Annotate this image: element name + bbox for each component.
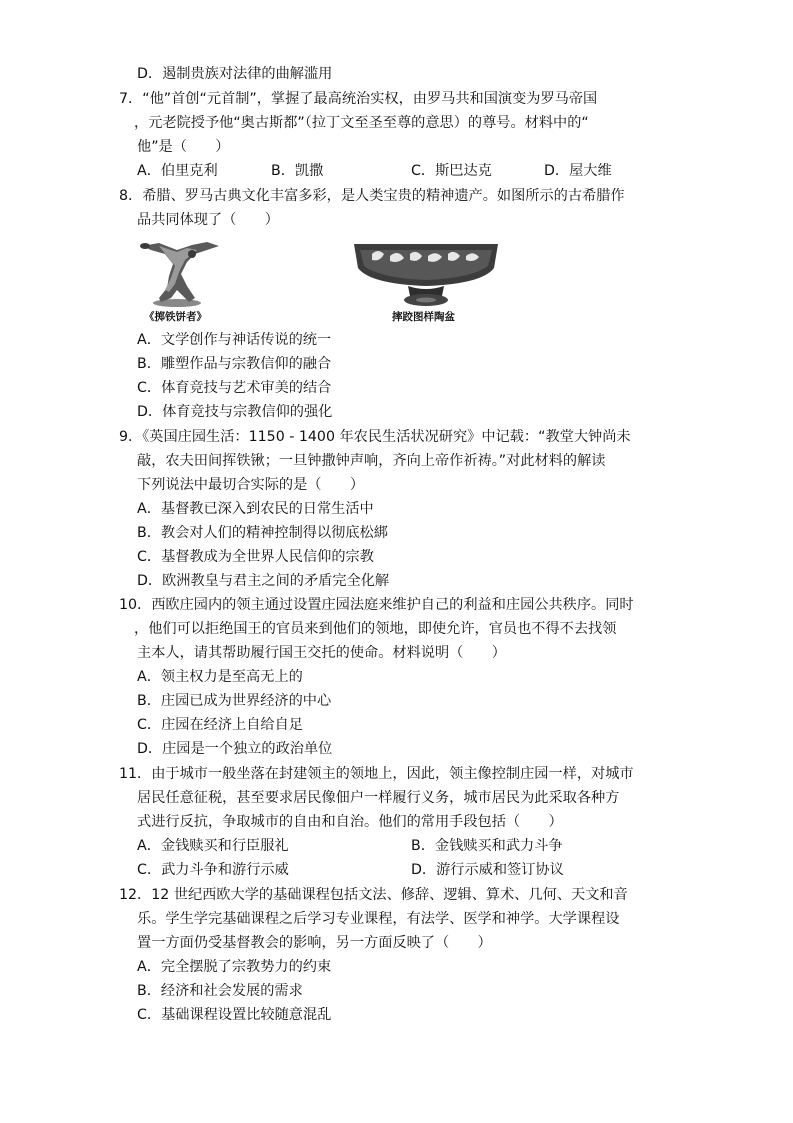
q8-stem-line: 8．希腊、罗马古典文化丰富多彩，是人类宝贵的精神遗产。如图所示的古希腊作 <box>119 188 625 204</box>
q7-stem-line: 7．“他”首创“元首制”，掌握了最高统治实权，由罗马共和国演变为罗马帝国 <box>119 91 598 107</box>
q12-option-b: B．经济和社会发展的需求 <box>137 983 303 999</box>
discobolus-image <box>137 240 227 308</box>
q10-option-d: D．庄园是一个独立的政治单位 <box>137 741 333 757</box>
q11-stem-line: 居民任意征税，甚至要求居民像佃户一样履行义务，城市居民为此采取各种方 <box>137 790 620 806</box>
q7-option-b: B．凯撒 <box>271 163 324 179</box>
q8-option-c: C．体育竞技与艺术审美的结合 <box>137 380 332 396</box>
q12-stem-line: 乐。学生学完基础课程之后学习专业课程，有法学、医学和神学。大学课程设 <box>137 911 620 927</box>
pottery-bowl-caption: 摔跤图样陶盆 <box>392 311 455 323</box>
q8-option-a: A．文学创作与神话传说的统一 <box>137 332 332 348</box>
q7-option-c: C．斯巴达克 <box>411 163 492 179</box>
q7-stem-line: ，元老院授予他“奥古斯都”（拉丁文至圣至尊的意思）的尊号。材料中的“ <box>134 115 589 131</box>
q11-option-c: C．武力斗争和游行示威 <box>137 862 289 878</box>
q9-option-b: B．教会对人们的精神控制得以彻底松綁 <box>137 525 388 541</box>
q7-option-d: D．屋大维 <box>544 163 612 179</box>
q9-option-c: C．基督教成为全世界人民信仰的宗教 <box>137 549 374 565</box>
q10-stem-line: 10．西欧庄园内的领主通过设置庄园法庭来维护自己的利益和庄园公共秩序。同时 <box>119 597 634 613</box>
q12-option-a: A．完全摆脱了宗教势力的约束 <box>137 959 332 975</box>
q7-options <box>137 160 697 182</box>
q11-options-row <box>137 859 617 881</box>
q11-stem-line: 11．由于城市一般坐落在封建领主的领地上，因此，领主像控制庄园一样，对城市 <box>119 766 634 782</box>
q11-option-d: D．游行示威和签订协议 <box>411 862 564 878</box>
q10-option-a: A．领主权力是至高无上的 <box>137 669 303 685</box>
q9-stem-line: 下列说法中最切合实际的是（ ） <box>137 477 365 493</box>
q11-stem-line: 式进行反抗，争取城市的自由和自治。他们的常用手段包括（ ） <box>137 814 563 830</box>
q10-stem-line: ，他们可以拒绝国王的官员来到他们的领地，即使允许，官员也不得不去找领 <box>134 621 617 637</box>
q9-stem-line: 敲，农夫田间挥铁锹；一旦钟撒钟声响，齐向上帝作祈祷。”对此材料的解读 <box>137 453 606 469</box>
q10-option-b: B．庄园已成为世界经济的中心 <box>137 693 332 709</box>
q10-stem-line: 主本人，请其帮助履行国王交托的使命。材料说明（ ） <box>137 645 506 661</box>
q12-stem-line: 置一方面仍受基督教会的影响，另一方面反映了（ ） <box>137 935 492 951</box>
discobolus-caption: 《掷铁饼者》 <box>144 311 207 323</box>
q11-option-b: B．金钱赎买和武力斗争 <box>411 838 563 854</box>
q12-stem-line: 12．12 世纪西欧大学的基础课程包括文法、修辞、逻辑、算术、几何、天文和音 <box>119 887 628 903</box>
q9-stem-line: 9．《英国庄园生活：1150 - 1400 年农民生活状况研究》中记载：“教堂大钟尚未 <box>119 429 631 445</box>
q11-options-row <box>137 835 617 857</box>
q7-stem-line: 他”是（ ） <box>137 139 230 155</box>
q12-option-c: C．基础课程设置比较随意混乱 <box>137 1007 332 1023</box>
q8-option-b: B．雕塑作品与宗教信仰的融合 <box>137 356 332 372</box>
q8-option-d: D．体育竞技与宗教信仰的强化 <box>137 404 333 420</box>
prev-option-d: D．遏制贵族对法律的曲解滥用 <box>137 66 333 82</box>
q8-stem-line: 品共同体现了（ ） <box>137 212 279 228</box>
q10-option-c: C．庄园在经济上自给自足 <box>137 717 303 733</box>
q11-option-a: A．金钱赎买和行臣服礼 <box>137 838 289 854</box>
q9-option-a: A．基督教已深入到农民的日常生活中 <box>137 501 374 517</box>
q7-option-a: A．伯里克利 <box>137 163 218 179</box>
q9-option-d: D．欧洲教皇与君主之间的矛盾完全化解 <box>137 573 390 589</box>
pottery-bowl-image <box>352 240 500 308</box>
